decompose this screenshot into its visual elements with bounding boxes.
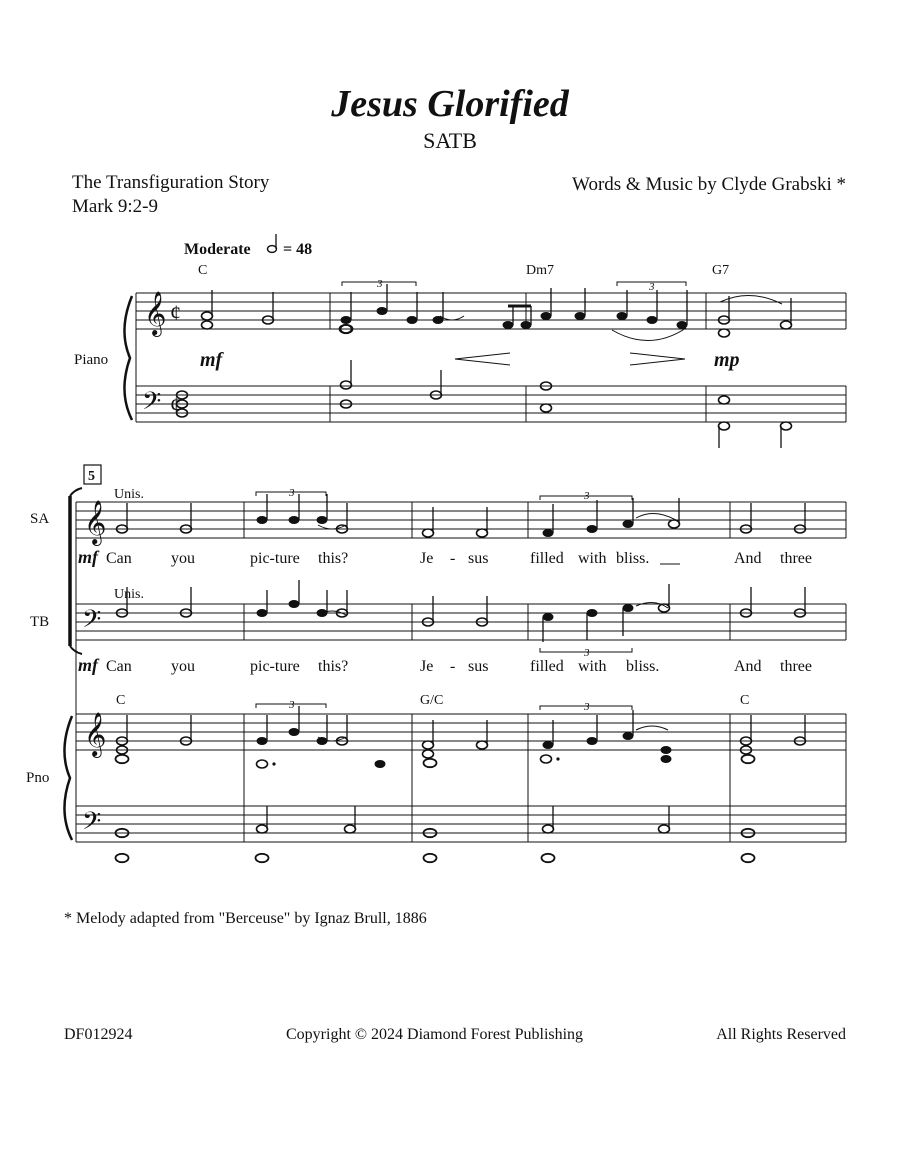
svg-text:Je: Je	[420, 658, 434, 675]
lyrics-tb	[106, 658, 812, 675]
triplet-number: 3	[584, 701, 590, 713]
svg-text:And: And	[734, 550, 762, 567]
treble-clef-icon: 𝄞	[84, 714, 107, 756]
crescendo-hairpin	[455, 353, 510, 365]
triplet-number: 3	[377, 278, 383, 290]
svg-text:sus: sus	[468, 658, 489, 675]
composer-credit: Words & Music by Clyde Grabski *	[572, 174, 846, 195]
common-time-icon: ¢	[170, 392, 181, 417]
rights-notice: All Rights Reserved	[716, 1026, 846, 1043]
source-story: The Transfiguration Story	[72, 172, 270, 193]
unison-marking: Unis.	[114, 587, 144, 602]
voicing-label: SATB	[423, 128, 477, 153]
svg-text:filled: filled	[530, 658, 564, 675]
bass-clef-icon: 𝄢	[82, 808, 102, 841]
chord-symbol: Dm7	[526, 263, 554, 278]
dynamic-mp: mp	[714, 349, 740, 371]
triplet-number: 3	[289, 699, 295, 711]
note-stems	[127, 284, 805, 829]
chord-symbol: C	[116, 693, 126, 708]
song-title: Jesus Glorified	[331, 83, 569, 125]
slur	[612, 328, 686, 341]
dynamic-mf: mf	[78, 655, 98, 675]
staff-label-tb: TB	[30, 614, 50, 630]
copyright-notice: Copyright © 2024 Diamond Forest Publishing	[286, 1026, 584, 1043]
triplet-number: 3	[584, 647, 590, 659]
dynamic-mf: mf	[78, 547, 98, 567]
bass-clef-icon: 𝄢	[142, 388, 162, 421]
svg-text:with: with	[578, 550, 607, 567]
tie	[636, 513, 676, 520]
unison-marking: Unis.	[114, 487, 144, 502]
common-time-icon: ¢	[170, 300, 181, 325]
brace-2	[64, 716, 72, 840]
svg-text:with: with	[578, 658, 607, 675]
brace-1	[124, 296, 132, 420]
treble-clef-icon: 𝄞	[144, 293, 167, 335]
measure-number: 5	[88, 469, 95, 484]
chord-symbol: G/C	[420, 693, 444, 708]
lyrics-sa	[106, 550, 812, 567]
svg-text:Can: Can	[106, 658, 132, 675]
svg-text:filled: filled	[530, 550, 564, 567]
svg-text:sus: sus	[468, 550, 489, 567]
bass-clef-icon: 𝄢	[82, 606, 102, 639]
svg-text:-: -	[450, 550, 456, 567]
triplet-number: 3	[649, 281, 655, 293]
chord-symbol: G7	[712, 263, 730, 278]
svg-text:you: you	[171, 658, 195, 675]
svg-text:three: three	[780, 550, 812, 567]
chord-symbol: C	[198, 263, 208, 278]
svg-text:bliss.: bliss.	[626, 658, 660, 675]
svg-text:Je: Je	[420, 550, 434, 567]
tempo-text: Moderate	[184, 241, 251, 258]
triplet-number: 3	[584, 490, 590, 502]
svg-text:pic-ture: pic-ture	[250, 658, 300, 675]
treble-clef-icon: 𝄞	[84, 502, 107, 544]
svg-text:bliss.: bliss.	[616, 550, 650, 567]
svg-text:And: And	[734, 658, 762, 675]
svg-text:Can: Can	[106, 550, 132, 567]
svg-text:this?: this?	[318, 550, 349, 567]
staff-label-piano: Piano	[74, 352, 109, 368]
svg-text:you: you	[171, 550, 195, 567]
noteheads-whole	[116, 325, 755, 862]
tie	[636, 726, 668, 730]
svg-text:-: -	[450, 658, 456, 675]
svg-text:pic-ture: pic-ture	[250, 550, 300, 567]
decrescendo-hairpin	[630, 353, 685, 365]
triplet-number: 3	[289, 487, 295, 499]
piano-bass-staff-1	[136, 386, 846, 422]
augmentation-dots	[272, 757, 559, 765]
half-note-icon	[268, 246, 277, 253]
chord-symbol: C	[740, 693, 750, 708]
footnote: * Melody adapted from "Berceuse" by Ignaz Brull, 1886	[64, 910, 427, 927]
noteheads-half	[117, 312, 806, 833]
tempo-marking: = 48	[283, 241, 313, 258]
catalog-code: DF012924	[64, 1026, 133, 1043]
svg-text:three: three	[780, 658, 812, 675]
source-scripture: Mark 9:2-9	[72, 196, 159, 217]
staff-label-sa: SA	[30, 511, 50, 527]
svg-text:this?: this?	[318, 658, 349, 675]
dynamic-mf: mf	[200, 349, 223, 371]
staff-label-pno: Pno	[26, 770, 50, 786]
piano-treble-staff-1	[136, 293, 846, 329]
